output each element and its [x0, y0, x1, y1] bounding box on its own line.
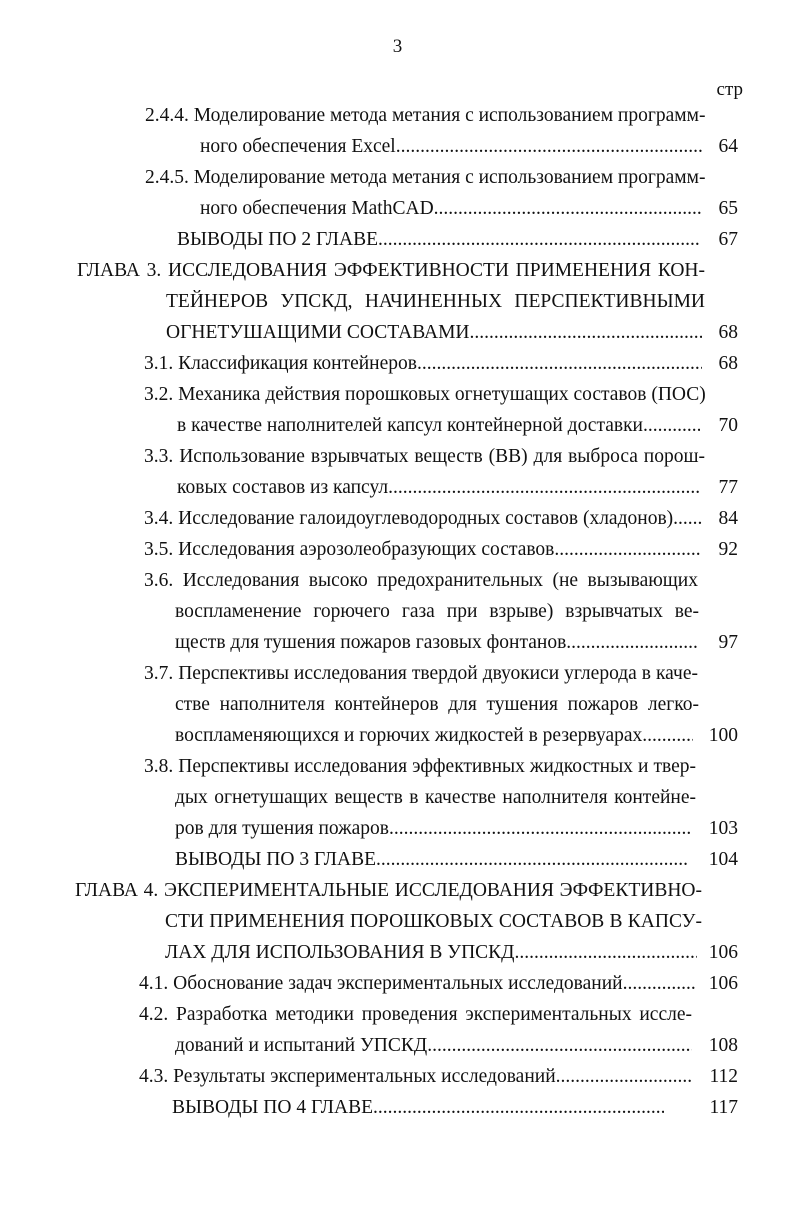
- dot-leader: [396, 131, 702, 162]
- toc-page-number: 112: [709, 1066, 738, 1087]
- dot-leader: [388, 472, 699, 503]
- toc-entry-text: ного обеспечения Excel: [200, 136, 396, 157]
- toc-entry-text: 4.1. Обоснование задач экспериментальных исследований: [139, 973, 623, 994]
- toc-entry: [175, 627, 698, 658]
- toc-entry: [166, 317, 702, 348]
- dot-leader: [427, 1030, 692, 1061]
- dot-leader: [623, 968, 695, 999]
- toc-entry-text: 4.3. Результаты экспериментальных исследований: [139, 1066, 556, 1087]
- toc-entry: [175, 813, 692, 844]
- toc-entry-text: ного обеспечения MathCAD: [200, 198, 434, 219]
- toc-entry-text: ВЫВОДЫ ПО 4 ГЛАВЕ: [172, 1097, 374, 1118]
- toc-line: [0, 224, 795, 255]
- toc-page-number: 100: [708, 725, 738, 746]
- toc-line: [0, 937, 795, 968]
- toc-page-number: 67: [718, 229, 738, 250]
- toc-line: [0, 317, 795, 348]
- toc-entry-text: СТИ ПРИМЕНЕНИЯ ПОРОШКОВЫХ СОСТАВОВ В КАПСУ-: [165, 911, 702, 932]
- toc-entry: [175, 1030, 692, 1061]
- toc-line: [0, 379, 795, 410]
- toc-line: [0, 503, 795, 534]
- toc-page-number: 117: [709, 1097, 738, 1118]
- toc-line: [0, 162, 795, 193]
- toc-page-number: 70: [718, 415, 738, 436]
- toc-page-number: 103: [708, 818, 738, 839]
- toc-entry-text: дых огнетушащих веществ в качестве наполнителя контейне-: [175, 787, 696, 808]
- toc-entry: [177, 472, 699, 503]
- toc-line: [0, 844, 795, 875]
- table-of-contents: [0, 100, 795, 1123]
- toc-entry: [200, 131, 702, 162]
- dot-leader: [376, 844, 687, 875]
- toc-line: [0, 875, 795, 906]
- toc-line: [0, 410, 795, 441]
- toc-page-number: 68: [718, 353, 738, 374]
- dot-leader: [373, 1092, 664, 1123]
- toc-line: [0, 906, 795, 937]
- toc-entry-text: 4.2. Разработка методики проведения экспериментальных иссле-: [139, 1004, 692, 1025]
- toc-entry: [144, 348, 702, 379]
- toc-page-number: 108: [708, 1035, 738, 1056]
- toc-line: [0, 751, 795, 782]
- toc-line: [0, 286, 795, 317]
- toc-entry-text: ВЫВОДЫ ПО 3 ГЛАВЕ: [175, 849, 377, 870]
- toc-page-number: 97: [718, 632, 738, 653]
- dot-leader: [673, 503, 702, 534]
- toc-line: [0, 441, 795, 472]
- toc-line: [0, 100, 795, 131]
- toc-entry-text: 2.4.5. Моделирование метода метания с использованием программ-: [145, 167, 706, 188]
- toc-entry-text: 3.2. Механика действия порошковых огнетушащих составов (ПОС): [144, 384, 706, 405]
- toc-line: [0, 999, 795, 1030]
- toc-line: [0, 565, 795, 596]
- toc-entry-text: ЛАХ ДЛЯ ИСПОЛЬЗОВАНИЯ В УПСКД: [165, 942, 515, 963]
- dot-leader: [470, 317, 702, 348]
- toc-entry: [139, 1061, 692, 1092]
- dot-leader: [554, 534, 700, 565]
- toc-line: [0, 472, 795, 503]
- toc-entry: [144, 503, 702, 534]
- toc-line: [0, 658, 795, 689]
- dot-leader: [556, 1061, 692, 1092]
- toc-page-number: 92: [718, 539, 738, 560]
- toc-entry-text: 3.7. Перспективы исследования твердой двуокиси углерода в каче-: [144, 663, 698, 684]
- toc-entry: [165, 937, 697, 968]
- toc-entry-text: ковых составов из капсул: [177, 477, 389, 498]
- toc-entry-text: 3.6. Исследования высоко предохранительных (не вызывающих: [144, 570, 698, 591]
- toc-page-number: 104: [708, 849, 738, 870]
- toc-entry-text: ОГНЕТУШАЩИМИ СОСТАВАМИ: [166, 322, 470, 343]
- toc-entry-text: 3.8. Перспективы исследования эффективных жидкостных и твер-: [144, 756, 696, 777]
- toc-entry-text: 3.4. Исследование галоидоуглеводородных составов (хладонов): [144, 508, 674, 529]
- toc-entry-text: 3.5. Исследования аэрозолеобразующих составов: [144, 539, 555, 560]
- toc-entry-text: воспламенение горючего газа при взрыве) взрывчатых ве-: [175, 601, 699, 622]
- toc-line: [0, 255, 795, 286]
- toc-entry-text: ГЛАВА 4. ЭКСПЕРИМЕНТАЛЬНЫЕ ИССЛЕДОВАНИЯ ЭФФЕКТИВНО-: [75, 880, 702, 901]
- toc-entry-text: дований и испытаний УПСКД: [175, 1035, 428, 1056]
- toc-line: [0, 131, 795, 162]
- toc-entry: [177, 224, 700, 255]
- toc-entry-text: 3.1. Классификация контейнеров: [144, 353, 417, 374]
- toc-page-number: 106: [708, 973, 738, 994]
- toc-page-number: 68: [718, 322, 738, 343]
- toc-page-number: 106: [708, 942, 738, 963]
- toc-line: [0, 813, 795, 844]
- toc-entry-text: воспламеняющихся и горючих жидкостей в резервуарах: [175, 725, 643, 746]
- toc-entry-text: ществ для тушения пожаров газовых фонтанов: [175, 632, 567, 653]
- dot-leader: [417, 348, 702, 379]
- toc-page-number: 65: [718, 198, 738, 219]
- toc-line: [0, 1092, 795, 1123]
- toc-entry: [139, 968, 695, 999]
- toc-entry: [175, 720, 693, 751]
- toc-line: [0, 1030, 795, 1061]
- toc-entry-text: ТЕЙНЕРОВ УПСКД, НАЧИНЕННЫХ ПЕРСПЕКТИВНЫМИ: [166, 291, 705, 312]
- toc-entry: [175, 844, 687, 875]
- toc-line: [0, 348, 795, 379]
- toc-line: [0, 782, 795, 813]
- toc-entry-text: 2.4.4. Моделирование метода метания с использованием программ-: [145, 105, 706, 126]
- toc-entry: [200, 193, 702, 224]
- dot-leader: [643, 410, 700, 441]
- toc-entry: [144, 534, 700, 565]
- toc-page-number: 77: [718, 477, 738, 498]
- toc-entry-text: ГЛАВА 3. ИССЛЕДОВАНИЯ ЭФФЕКТИВНОСТИ ПРИМЕНЕНИЯ КОН-: [77, 260, 705, 281]
- toc-page-number: 64: [718, 136, 738, 157]
- toc-entry-text: ВЫВОДЫ ПО 2 ГЛАВЕ: [177, 229, 379, 250]
- dot-leader: [642, 720, 693, 751]
- toc-line: [0, 689, 795, 720]
- toc-entry: [177, 410, 700, 441]
- toc-line: [0, 720, 795, 751]
- page-number: 3: [392, 36, 403, 57]
- dot-leader: [378, 224, 700, 255]
- dot-leader: [434, 193, 702, 224]
- dot-leader: [389, 813, 692, 844]
- toc-entry: [172, 1092, 664, 1123]
- toc-entry-text: 3.3. Использование взрывчатых веществ (ВВ) для выброса порош-: [144, 446, 705, 467]
- toc-page-number: 84: [718, 508, 738, 529]
- toc-line: [0, 534, 795, 565]
- toc-line: [0, 968, 795, 999]
- toc-line: [0, 1061, 795, 1092]
- toc-line: [0, 596, 795, 627]
- toc-entry-text: стве наполнителя контейнеров для тушения пожаров легко-: [175, 694, 699, 715]
- toc-entry-text: ров для тушения пожаров: [175, 818, 390, 839]
- dot-leader: [566, 627, 698, 658]
- toc-entry-text: в качестве наполнителей капсул контейнерной доставки: [177, 415, 643, 436]
- toc-line: [0, 627, 795, 658]
- page-column-header: стр: [716, 79, 743, 100]
- toc-line: [0, 193, 795, 224]
- dot-leader: [514, 937, 697, 968]
